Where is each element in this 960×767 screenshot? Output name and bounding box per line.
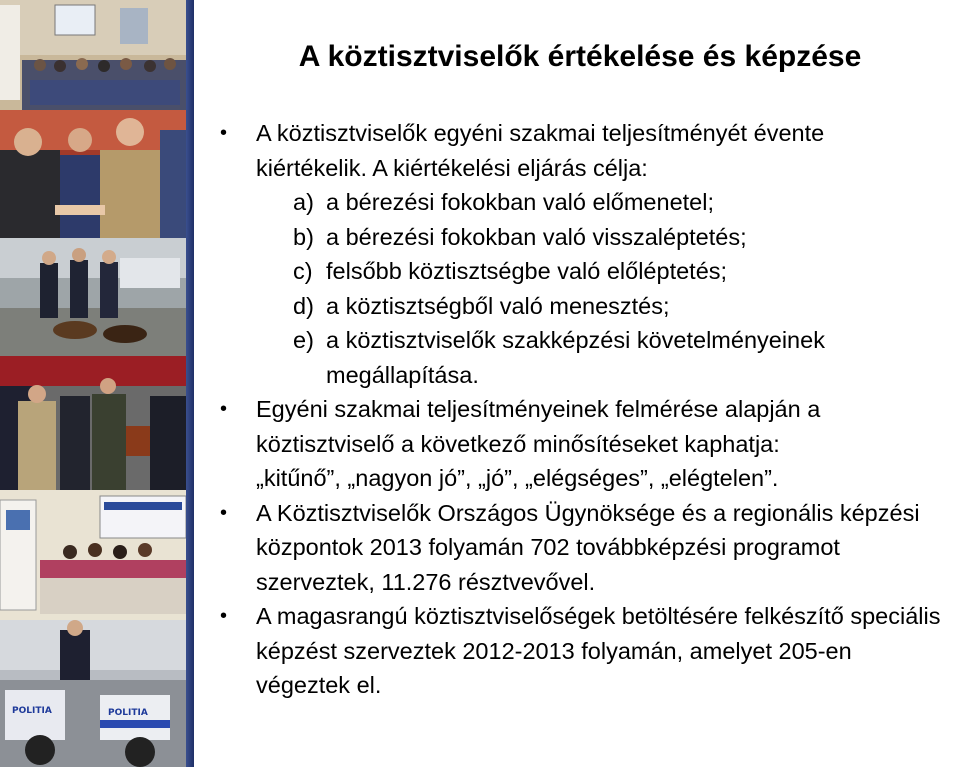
conference-hall-photo [0, 0, 186, 110]
subitem-label: b) [293, 223, 314, 250]
bullet3-line1: A Köztisztviselők Országos Ügynöksége és a regionális képzési [256, 499, 920, 526]
bullet4-line2: képzést szerveztek 2012-2013 folyamán, amelyet 205-en [256, 637, 852, 664]
subitem-a [220, 185, 960, 220]
subitem-label: e) [293, 327, 314, 353]
military-ceremony-photo [0, 356, 186, 490]
panel-meeting-photo [0, 490, 186, 620]
bullet2-line3: „kitűnő”, „nagyon jó”, „jó”, „elégséges”, „elégtelen”. [256, 465, 779, 491]
subitem-d [220, 289, 960, 324]
bullet-dot: • [220, 605, 228, 627]
subitem-text: a köztisztviselők szakképzési követelményeinek [326, 327, 825, 353]
subitem-b [220, 220, 960, 255]
politia-label-2: POLITIA [108, 708, 148, 718]
bullet-special-training [220, 599, 960, 634]
subitem-label: c) [293, 258, 313, 284]
politia-label: POLITIA [12, 706, 52, 716]
subitem-e-line2: megállapítása. [326, 361, 479, 388]
subitem-e [220, 323, 960, 358]
subitem-text: a köztisztségből való menesztés; [326, 292, 670, 319]
bullet2-line1: Egyéni szakmai teljesítményeinek felmérése alapján a [256, 396, 821, 422]
bullet4-line3: végeztek el. [256, 672, 382, 698]
slide-body [220, 116, 960, 703]
slide-title: A köztisztviselők értékelése és képzése [298, 40, 862, 73]
bullet3-line2: központok 2013 folyamán 702 továbbképzési programot [256, 534, 840, 560]
photo-strip [0, 0, 190, 767]
bullet1-line2: kiértékelik. A kiértékelési eljárás célja: [256, 154, 648, 181]
subitem-text: felsőbb köztisztségbe való előléptetés; [326, 258, 728, 284]
subitem-text: a bérezési fokokban való visszaléptetés; [326, 223, 747, 250]
bullet-dot: • [220, 122, 228, 144]
police-motorcycle-photo [0, 620, 186, 767]
subitem-label: a) [293, 189, 314, 215]
police-dog-unit-photo [0, 238, 186, 356]
strip-accent-bar [186, 0, 194, 767]
bullet-evaluation [220, 116, 960, 151]
bullet-ratings [220, 392, 960, 427]
bullet2-line2: köztisztviselő a következő minősítéseket kaphatja: [256, 430, 780, 457]
bullet1-line1: A köztisztviselők egyéni szakmai teljesítményét évente [256, 120, 825, 146]
bullet-agency-training [220, 496, 960, 531]
subitem-c [220, 254, 960, 289]
bullet-dot: • [220, 398, 228, 420]
handshake-officers-photo [0, 110, 186, 238]
bullet4-line1: A magasrangú köztisztviselőségek betöltésére felkészítő speciális [256, 603, 941, 629]
subitem-label: d) [293, 292, 314, 319]
bullet3-line3: szerveztek, 11.276 résztvevővel. [256, 568, 596, 595]
subitem-text: a bérezési fokokban való előmenetel; [326, 189, 714, 215]
bullet-dot: • [220, 501, 228, 524]
